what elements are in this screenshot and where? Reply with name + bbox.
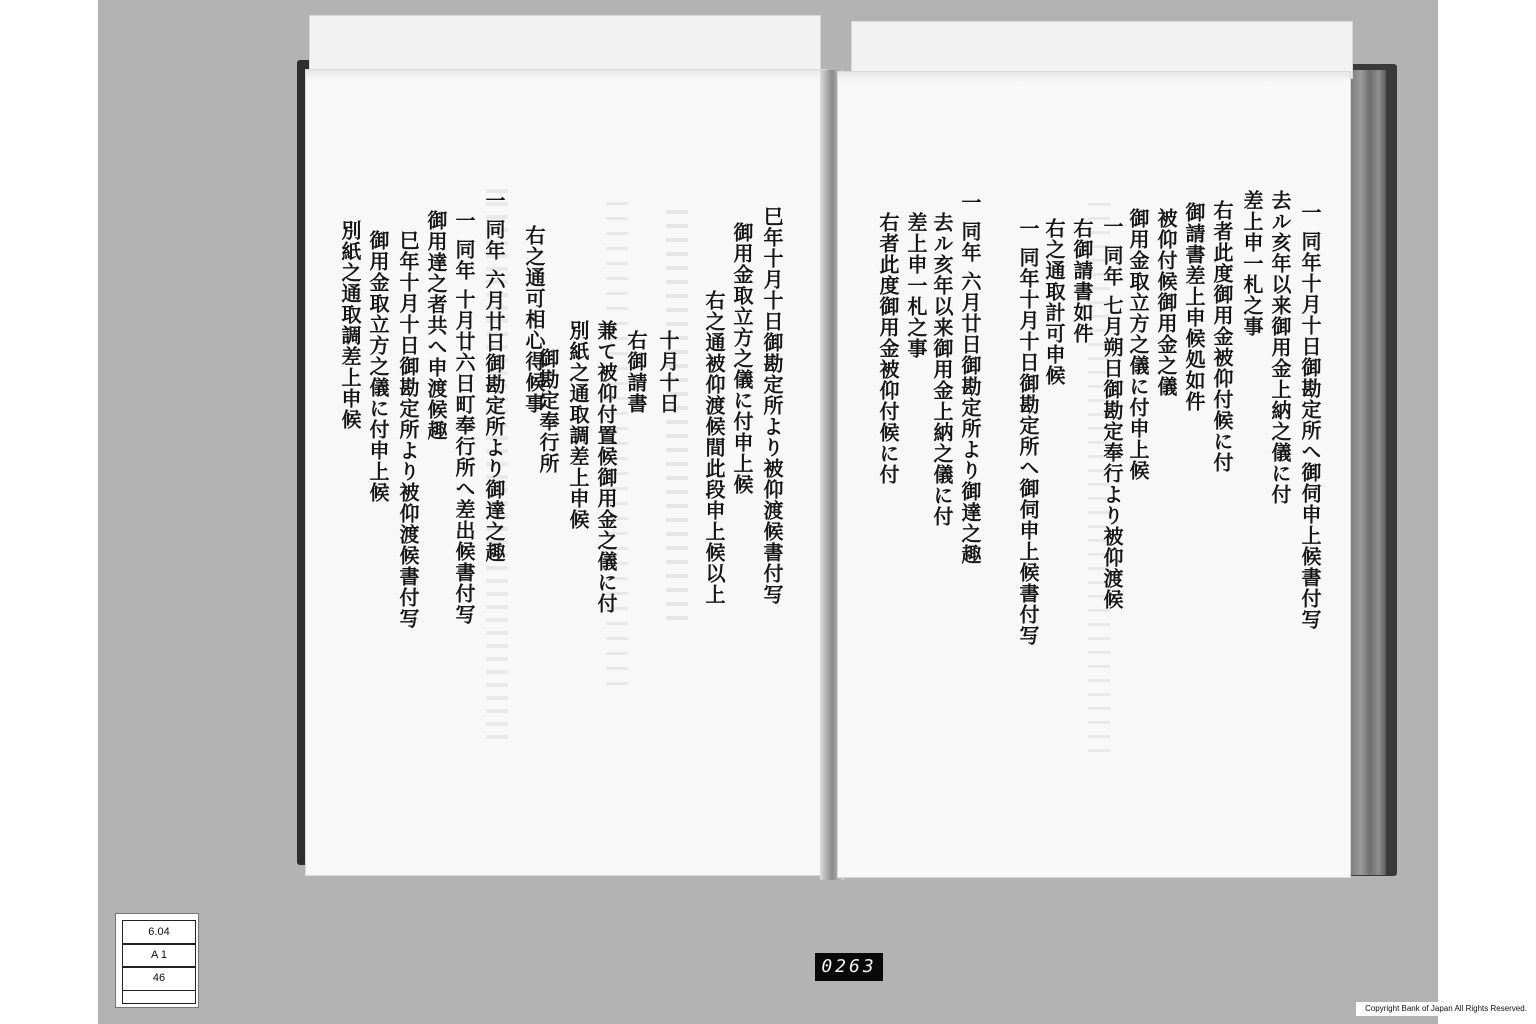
script-column: 差上申一札之事 (1240, 190, 1264, 337)
script-column: 十月十日 (656, 330, 680, 414)
script-column: 一 同年 七月朔日御勘定奉行より被仰渡候 (1100, 216, 1124, 610)
script-column: 御用達之者共へ申渡候趣 (424, 210, 448, 441)
script-column: 去ル亥年以来御用金上納之儀に付 (1268, 190, 1292, 505)
script-column: 差上申一札之事 (904, 212, 928, 359)
script-column: 去ル亥年以来御用金上納之儀に付 (930, 212, 954, 527)
script-column: 別紙之通取調差上申候 (566, 320, 590, 530)
script-column: 右者此度御用金被仰付候に付 (1210, 200, 1234, 473)
script-column: 御用金取立方之儀に付申上候 (1126, 208, 1150, 481)
copyright-notice: Copyright Bank of Japan All Rights Reserved. (1356, 1002, 1536, 1016)
right-page-underlay (852, 22, 1352, 78)
script-column: 右御請書 (624, 330, 648, 414)
script-column: 一 同年 十月廿六日町奉行所へ差出候書付写 (452, 210, 476, 625)
catalog-classification: 6.04 (122, 920, 196, 945)
left-page (306, 70, 826, 875)
script-column: 右御請書如件 (1070, 218, 1094, 344)
catalog-card (115, 913, 199, 1008)
script-column: 一 同年十月十日御勘定所へ御伺申上候書付写 (1298, 202, 1322, 630)
catalog-blank-row (122, 989, 196, 1004)
script-column: 一 同年 六月廿日御勘定所より御達之趣 (958, 192, 982, 565)
script-column: 兼て被仰付置候御用金之儀に付 (594, 320, 618, 614)
script-column: 一 同年十月十日御勘定所へ御伺申上候書付写 (1016, 218, 1040, 646)
right-page (838, 72, 1350, 877)
script-column: 右之通取計可申候 (1042, 218, 1066, 386)
script-column: 右之通可相心得候事 (522, 225, 546, 414)
script-column: 御請書差上申候処如件 (1182, 202, 1206, 412)
script-column: 別紙之通取調差上申候 (338, 220, 362, 430)
script-column: 御用金取立方之儀に付申上候 (730, 222, 754, 495)
left-page-underlay (310, 16, 820, 74)
catalog-volume: 46 (122, 966, 196, 991)
script-column: 巳年十月十日御勘定所より被仰渡候書付写 (760, 206, 784, 605)
script-column: 巳年十月十日御勘定所より被仰渡候書付写 (396, 230, 420, 629)
script-column: 御勘定奉行所 (536, 348, 560, 474)
script-column: 右者此度御用金被仰付候に付 (876, 212, 900, 485)
frame-number: 0263 (815, 953, 883, 981)
script-column: 一 同年 六月廿日御勘定所より御達之趣 (482, 190, 506, 563)
catalog-series: A 1 (122, 943, 196, 968)
paper-shade (838, 72, 1350, 82)
script-column: 右之通被仰渡候間此段申上候以上 (702, 290, 726, 605)
script-column: 御用金取立方之儀に付申上候 (366, 230, 390, 503)
script-column: 被仰付候御用金之儀 (1154, 208, 1178, 397)
page-edges-right (1350, 70, 1386, 875)
paper-shade (306, 70, 826, 80)
